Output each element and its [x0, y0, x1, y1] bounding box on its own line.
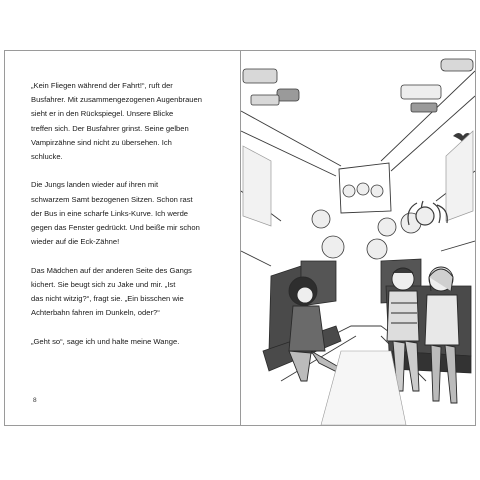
paragraph-4 — [31, 335, 231, 349]
text-line: kichert. Sie beugt sich zu Jake und mir. „Ist — [31, 279, 176, 289]
paragraph-2 — [31, 178, 231, 249]
paragraph-3 — [31, 264, 231, 321]
paragraph-1 — [31, 79, 231, 164]
page-number: 8 — [33, 397, 37, 404]
text-line: der Bus in eine scharfe Links-Kurve. Ich werde — [31, 208, 189, 218]
bus-illustration — [241, 51, 475, 425]
text-line: Die Jungs landen wieder auf ihren mit — [31, 180, 159, 190]
story-text — [31, 79, 231, 363]
text-line: „Kein Fliegen während der Fahrt!“, ruft der — [31, 81, 173, 90]
text-line: das nicht witzig?“, fragt sie. „Ein bisschen wie — [31, 294, 184, 304]
text-line: Das Mädchen auf der anderen Seite des Gangs — [31, 265, 192, 275]
text-line: schwarzem Samt bezogenen Sitzen. Schon rast — [31, 194, 193, 204]
text-line: gegen das Fenster gedrückt. Und beiße mir schon — [31, 223, 200, 233]
right-page — [241, 51, 475, 425]
left-page — [5, 51, 241, 425]
text-line: wieder auf die Eck-Zähne! — [31, 237, 120, 247]
text-line: Achterbahn fahren im Dunkeln, oder?“ — [31, 308, 160, 318]
text-line: sieht er in den Rückspiegel. Unsere Blicke — [31, 109, 174, 119]
book-spread — [4, 50, 476, 426]
text-line: treffen sich. Der Busfahrer grinst. Seine gelben — [31, 123, 189, 133]
text-line: schlucke. — [31, 152, 63, 162]
text-line: Busfahrer. Mit zusammengezogenen Augenbrauen — [31, 95, 202, 105]
text-line: „Geht so“, sage ich und halte meine Wange. — [31, 336, 180, 346]
text-line: Vampirzähne sind nicht zu übersehen. Ich — [31, 137, 172, 147]
